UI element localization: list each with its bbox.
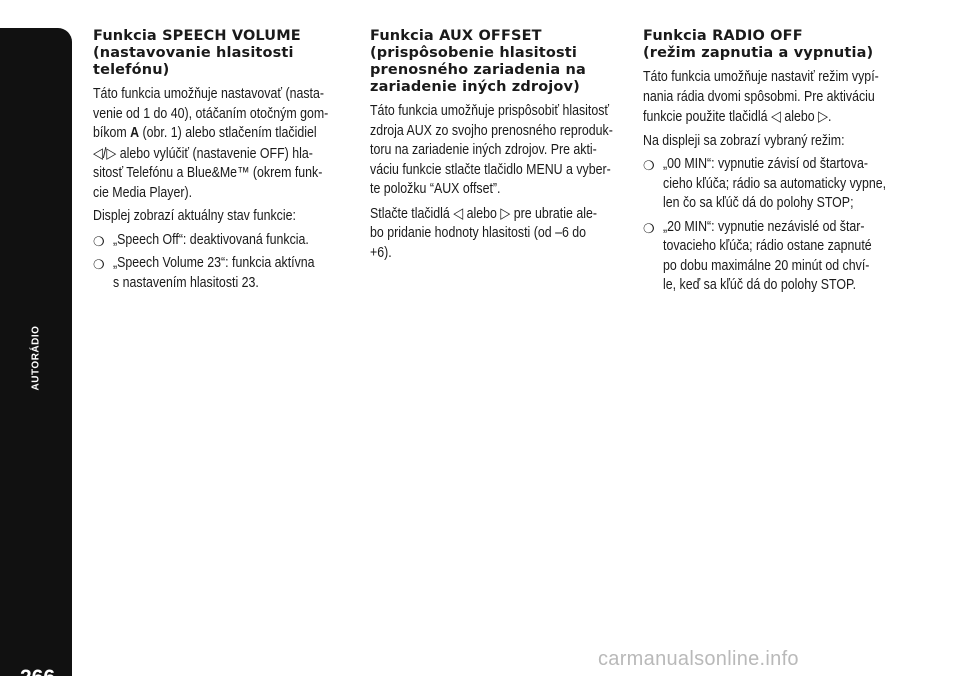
paragraph: Stlačte tlačidlá ◁ alebo ▷ pre ubratie ale- bo pridanie hodnoty hlasitosti (od –6 do +6). — [370, 203, 597, 261]
arrow-left-icon: ◁ — [453, 203, 464, 222]
section-label: AUTORÁDIO — [30, 325, 42, 391]
list-item: ❍ „00 MIN“: vypnutie závisí od štartova- cieho kľúča; rádio sa automaticky vypne, len čo sa kľúč dá do polohy STOP; — [643, 156, 887, 211]
paragraph: Táto funkcia umožňuje nastaviť režim vypí- nania rádia dvomi spôsobmi. Pre aktiváciu funkcie použite tlačidlá ◁ alebo ▷. — [643, 69, 879, 125]
arrow-left-icon: ◁ — [93, 143, 103, 162]
knob-label: A — [130, 125, 140, 141]
bullet-list — [93, 231, 348, 294]
column-aux-offset — [370, 28, 625, 267]
column-speech-volume — [93, 28, 348, 297]
list-item: ❍ „Speech Volume 23“: funkcia aktívna s nastavením hlasitosti 23. — [93, 255, 315, 291]
arrow-right-icon: ▷ — [106, 143, 117, 162]
arrow-right-icon: ▷ — [818, 107, 828, 125]
arrow-right-icon: ▷ — [500, 203, 511, 222]
side-tab — [0, 28, 72, 689]
arrow-left-icon: ◁ — [770, 107, 781, 125]
bullet-circle-icon: ❍ — [93, 258, 105, 273]
bullet-circle-icon: ❍ — [643, 221, 655, 237]
page-number: 266 — [20, 666, 56, 689]
bullet-list — [643, 155, 898, 296]
column-radio-off — [643, 28, 898, 300]
paragraph: Displej zobrazí aktuálny stav funkcie: — [93, 208, 296, 224]
paragraph: Táto funkcia umožňuje nastavovať (nasta- venie od 1 do 40), otáčaním otočným gom- bíkom A (obr. 1) alebo stlačením tlačidiel ◁/▷ alebo vylúčiť (nastavenie OFF) hla- sitosť Telefónu a Blue&Me™ (okrem funk- cie Media Player). — [93, 86, 329, 201]
list-item: ❍ „Speech Off“: deaktivovaná funkcia. — [93, 231, 348, 251]
bullet-circle-icon: ❍ — [643, 159, 655, 174]
bullet-circle-icon: ❍ — [93, 234, 105, 250]
paragraph: Na displeji sa zobrazí vybraný režim: — [643, 132, 845, 149]
section-title-aux-offset: Funkcia AUX OFFSET (prispôsobenie hlasitosti prenosného zariadenia na zariadenie iných zdrojov) — [370, 28, 586, 95]
section-title-radio-off: Funkcia RADIO OFF (režim zapnutia a vypnutia) — [643, 28, 874, 61]
watermark-text: carmanualsonline.info — [598, 648, 799, 670]
section-title-speech-volume: Funkcia SPEECH VOLUME (nastavovanie hlasitosti telefónu) — [93, 28, 301, 78]
list-item: ❍ „20 MIN“: vypnutie nezávislé od štar- tovacieho kľúča; rádio ostane zapnuté po dobu maximálne 20 minút od chví- le, keď sa kľúč dá do polohy STOP. — [643, 218, 872, 293]
paragraph: Táto funkcia umožňuje prispôsobiť hlasitosť zdroja AUX zo svojho prenosného reproduk- toru na zariadenie iných zdrojov. Pre akti- váciu funkcie stlačte tlačidlo MENU a vyber- te položku “AUX offset”. — [370, 103, 613, 197]
